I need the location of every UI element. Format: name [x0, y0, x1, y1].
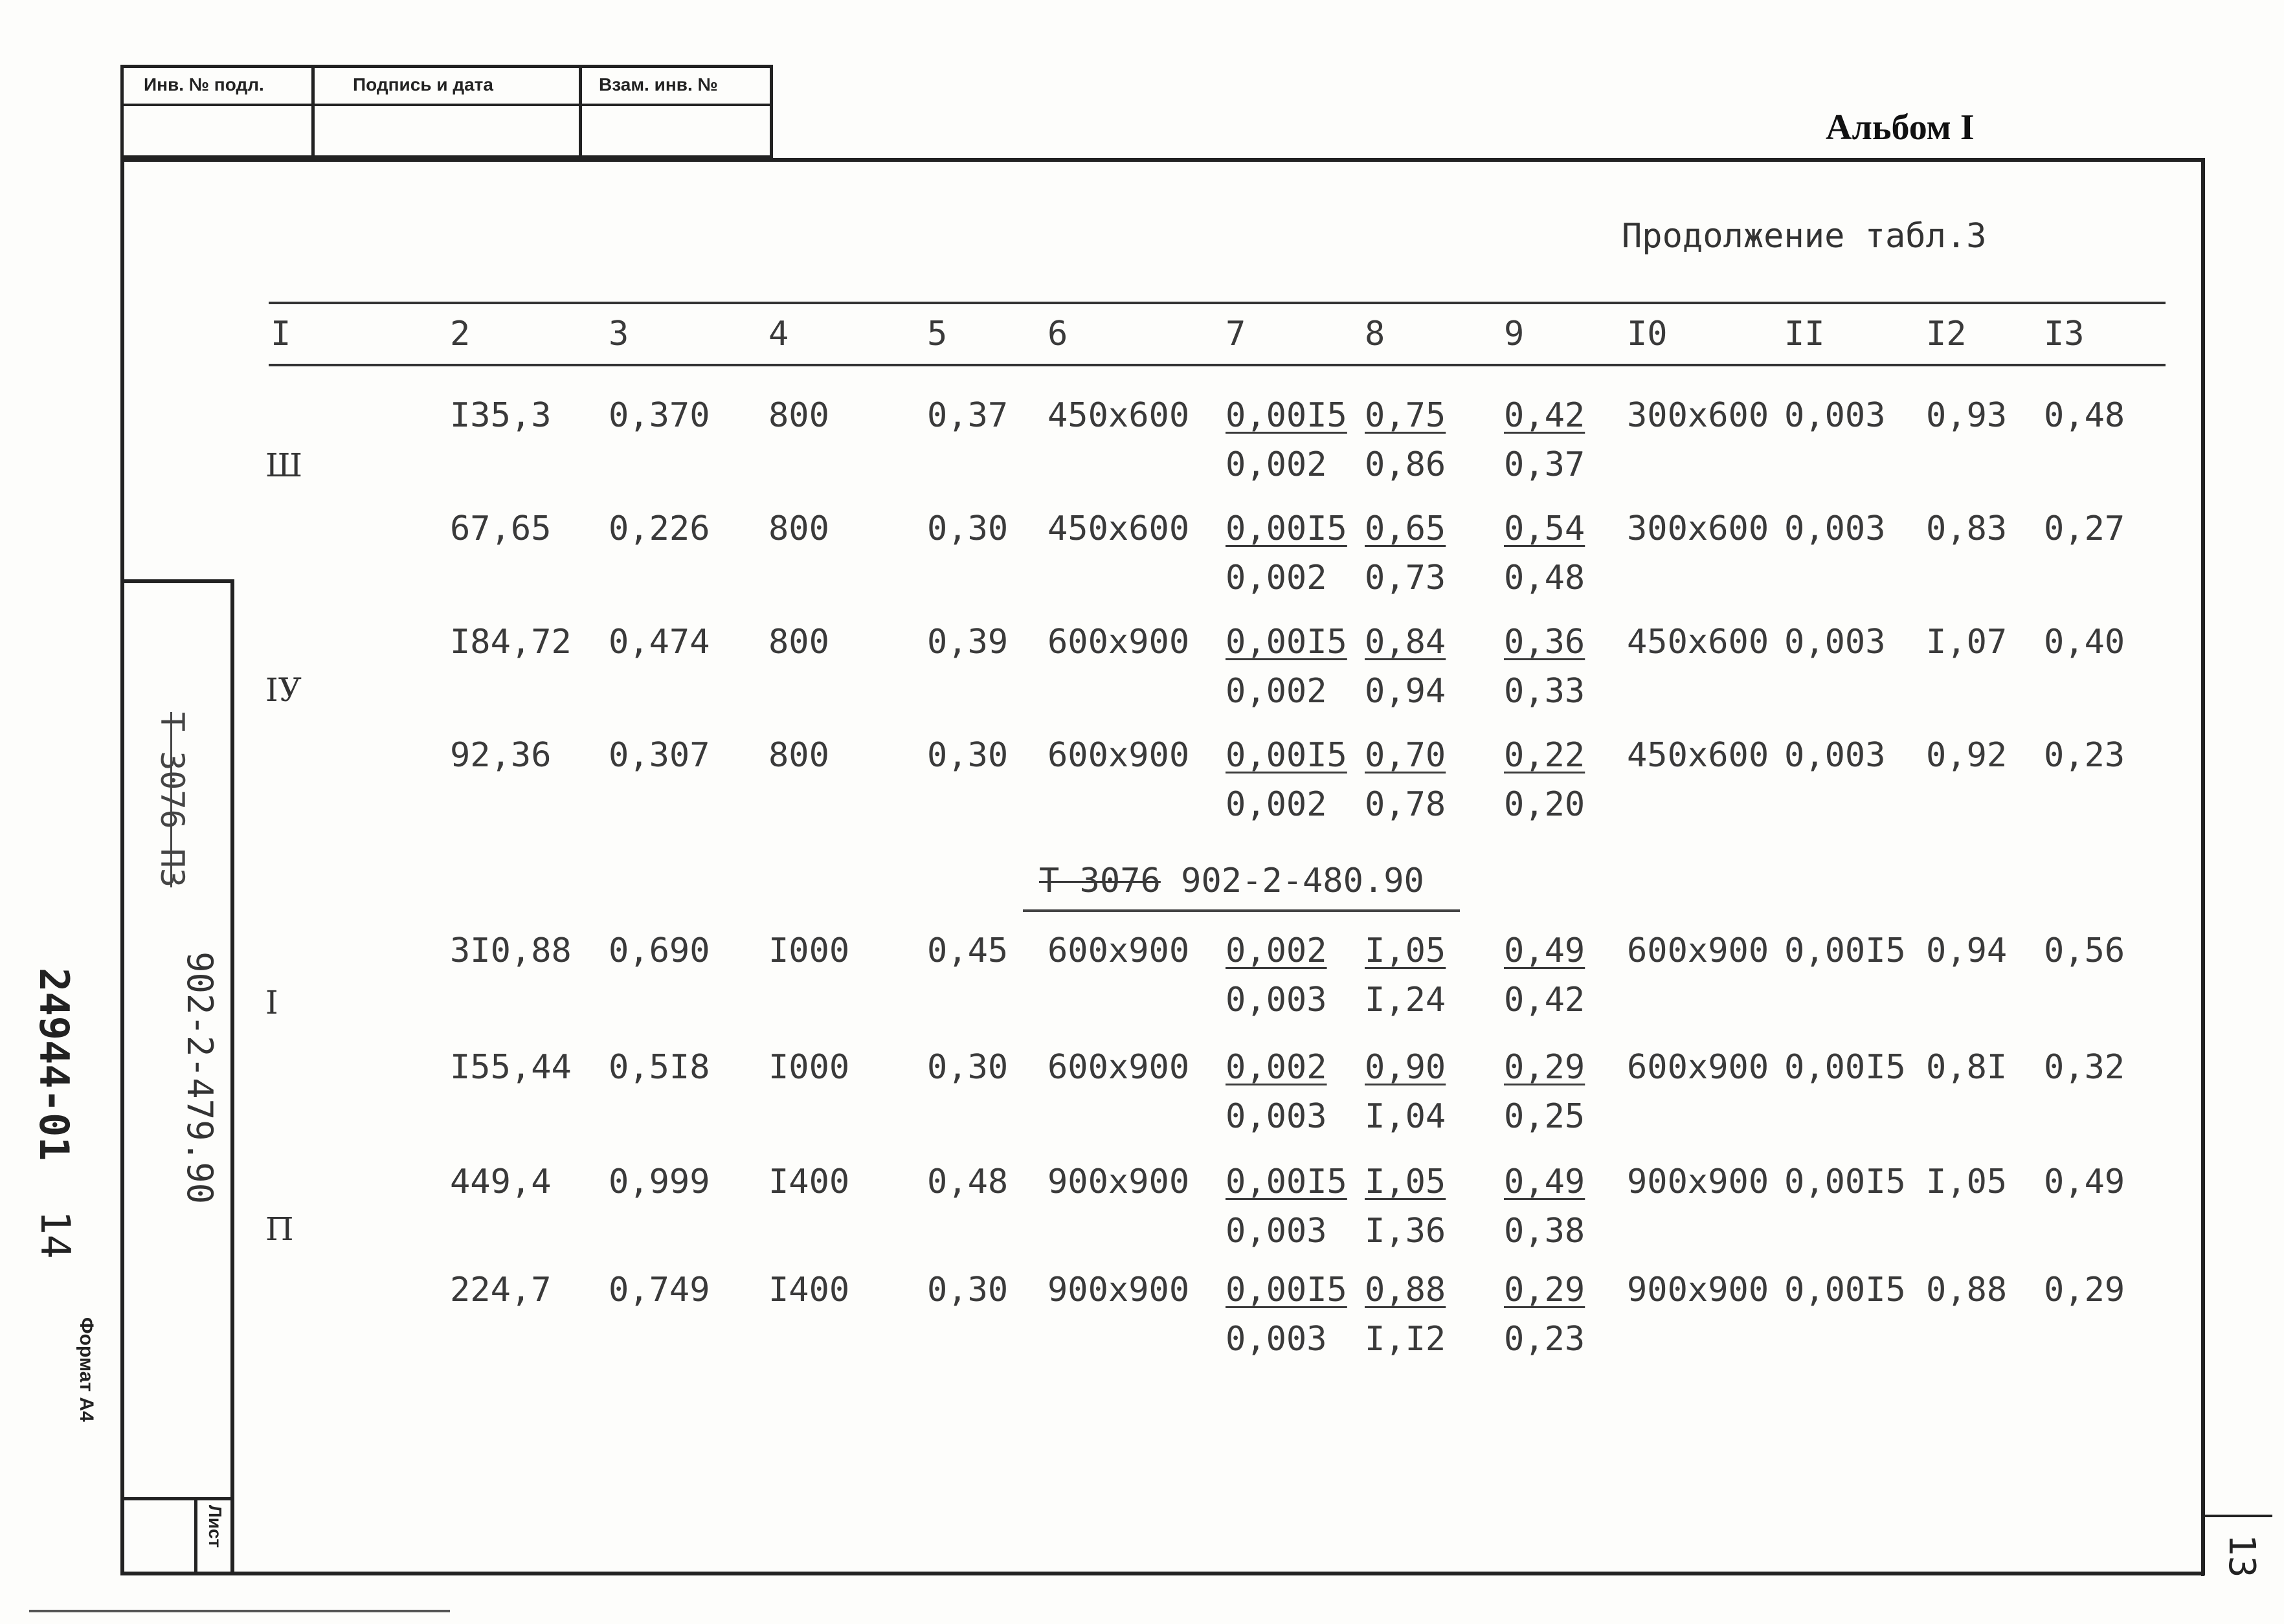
table-cell-lower: 0,002	[1226, 445, 1327, 484]
table-cell: 0,002	[1226, 1048, 1327, 1087]
header-cell: 8	[1365, 315, 1385, 353]
table-cell-lower: 0,38	[1504, 1212, 1585, 1251]
doc-code: 24944-01	[30, 968, 78, 1161]
table-cell: 900x900	[1627, 1162, 1769, 1201]
table-cell: 600x900	[1627, 931, 1769, 970]
table-cell: 0,30	[927, 1048, 1009, 1087]
table-cell-lower: 0,002	[1226, 672, 1327, 711]
table-cell: 0,32	[2044, 1048, 2125, 1087]
table-cell: 0,00I5	[1784, 1048, 1906, 1087]
table-cell: 0,999	[609, 1162, 710, 1201]
table-cell: 0,749	[609, 1271, 710, 1309]
table-cell: 450x600	[1627, 736, 1769, 775]
table-cell: 0,27	[2044, 509, 2125, 548]
table-cell-lower: I,04	[1365, 1097, 1446, 1136]
table-cell: 0,88	[1365, 1271, 1446, 1309]
group-label: IУ	[265, 671, 302, 709]
table-cell: 224,7	[450, 1271, 552, 1309]
table-cell: 67,65	[450, 509, 552, 548]
table-cell-lower: 0,23	[1504, 1320, 1585, 1359]
table-cell: 0,307	[609, 736, 710, 775]
table-cell: 0,00I5	[1226, 396, 1347, 435]
table-cell: 0,36	[1504, 623, 1585, 662]
table-cell: 0,8I	[1926, 1048, 2008, 1087]
stamp-inv-label: Инв. № подл.	[144, 74, 264, 95]
header-cell: 3	[609, 315, 629, 353]
header-cell: I0	[1627, 315, 1668, 353]
table-cell: 0,48	[2044, 396, 2125, 435]
table-cell-lower: 0,78	[1365, 785, 1446, 824]
header-cell: 6	[1047, 315, 1068, 353]
stamp-sign-label: Подпись и дата	[353, 74, 493, 95]
table-cell: 450x600	[1047, 396, 1190, 435]
header-cell: 4	[768, 315, 789, 353]
table-cell: I400	[768, 1162, 850, 1201]
table-cell: 0,29	[2044, 1271, 2125, 1309]
table-cell: 450x600	[1627, 623, 1769, 662]
table-cell: 600x900	[1047, 931, 1190, 970]
table-cell-lower: 0,86	[1365, 445, 1446, 484]
table-cell: 0,002	[1226, 931, 1327, 970]
table-cell: 0,00I5	[1784, 1271, 1906, 1309]
table-cell-lower: 0,94	[1365, 672, 1446, 711]
table-cell: 449,4	[450, 1162, 552, 1201]
section-title: Т 3076 902-2-480.90	[1039, 862, 1424, 900]
table-cell: 0,48	[927, 1162, 1009, 1201]
stamp-vzam-label: Взам. инв. №	[599, 74, 718, 95]
table-cell: 800	[768, 396, 829, 435]
album-title: Альбом I	[1826, 107, 1975, 148]
table-cell: 300x600	[1627, 509, 1769, 548]
table-cell: 0,49	[1504, 931, 1585, 970]
table-cell: 800	[768, 736, 829, 775]
table-cell: 300x600	[1627, 396, 1769, 435]
header-cell: 5	[927, 315, 948, 353]
table-cell: 0,00I5	[1226, 736, 1347, 775]
table-cell: 92,36	[450, 736, 552, 775]
side-struck: Т 3076 ПЗ	[153, 712, 191, 887]
header-cell: 7	[1226, 315, 1246, 353]
table-top-rule	[269, 302, 2166, 304]
table-cell: 0,93	[1926, 396, 2008, 435]
table-cell: 0,45	[927, 931, 1009, 970]
table-cell: 0,226	[609, 509, 710, 548]
list-label: Лист	[205, 1505, 225, 1548]
table-cell-lower: 0,33	[1504, 672, 1585, 711]
table-cell: 0,00I5	[1226, 509, 1347, 548]
table-cell-lower: 0,003	[1226, 1320, 1327, 1359]
table-cell: 0,003	[1784, 623, 1886, 662]
table-cell: 0,474	[609, 623, 710, 662]
table-cell: 900x900	[1047, 1271, 1190, 1309]
header-cell: I3	[2044, 315, 2085, 353]
table-cell-lower: 0,25	[1504, 1097, 1585, 1136]
table-cell: 0,49	[1504, 1162, 1585, 1201]
table-cell-lower: 0,002	[1226, 559, 1327, 597]
table-cell: 0,29	[1504, 1271, 1585, 1309]
table-cell: 0,37	[927, 396, 1009, 435]
table-cell: 0,92	[1926, 736, 2008, 775]
table-cell: 0,75	[1365, 396, 1446, 435]
table-cell-lower: 0,48	[1504, 559, 1585, 597]
table-cell-lower: 0,37	[1504, 445, 1585, 484]
table-cell: 0,49	[2044, 1162, 2125, 1201]
table-cell: I,05	[1365, 931, 1446, 970]
table-cell-lower: 0,003	[1226, 981, 1327, 1019]
table-cell: 0,29	[1504, 1048, 1585, 1087]
table-cell: 900x900	[1047, 1162, 1190, 1201]
header-cell: 2	[450, 315, 471, 353]
group-label: Ш	[265, 447, 303, 484]
group-label: I	[265, 984, 278, 1021]
table-cell: 0,00I5	[1226, 623, 1347, 662]
table-cell: 0,30	[927, 509, 1009, 548]
page-number: 13	[2221, 1534, 2263, 1578]
table-cell: 0,39	[927, 623, 1009, 662]
table-cell: 800	[768, 509, 829, 548]
table-cell: 0,00I5	[1226, 1162, 1347, 1201]
table-cell: 0,70	[1365, 736, 1446, 775]
table-cell: 0,42	[1504, 396, 1585, 435]
table-cell: I55,44	[450, 1048, 572, 1087]
table-cell: I400	[768, 1271, 850, 1309]
group-label: П	[265, 1210, 294, 1248]
table-cell: 0,370	[609, 396, 710, 435]
table-cell: 0,40	[2044, 623, 2125, 662]
table-cell: 0,003	[1784, 509, 1886, 548]
format-label: Формат А4	[76, 1317, 97, 1422]
table-cell: 0,83	[1926, 509, 2008, 548]
table-cell-lower: 0,003	[1226, 1212, 1327, 1251]
table-cell: 3I0,88	[450, 931, 572, 970]
continuation-label: Продолжение табл.3	[1622, 217, 1987, 256]
table-cell: I,05	[1926, 1162, 2008, 1201]
table-cell: 600x900	[1047, 1048, 1190, 1087]
table-header-rule	[269, 364, 2166, 366]
table-cell: 0,23	[2044, 736, 2125, 775]
table-cell: 0,00I5	[1784, 1162, 1906, 1201]
table-cell: 0,5I8	[609, 1048, 710, 1087]
table-cell: 0,56	[2044, 931, 2125, 970]
table-cell: 0,94	[1926, 931, 2008, 970]
table-cell: I84,72	[450, 623, 572, 662]
header-cell: II	[1784, 315, 1825, 353]
table-cell: I,07	[1926, 623, 2008, 662]
table-cell: 800	[768, 623, 829, 662]
table-cell-lower: I,I2	[1365, 1320, 1446, 1359]
table-cell: 0,90	[1365, 1048, 1446, 1087]
table-cell: 0,003	[1784, 396, 1886, 435]
header-cell: I2	[1926, 315, 1967, 353]
table-cell: I000	[768, 931, 850, 970]
table-cell: 0,30	[927, 1271, 1009, 1309]
table-cell: 0,65	[1365, 509, 1446, 548]
table-cell-lower: 0,003	[1226, 1097, 1327, 1136]
table-cell-lower: 0,42	[1504, 981, 1585, 1019]
table-cell-lower: I,24	[1365, 981, 1446, 1019]
table-cell: 0,22	[1504, 736, 1585, 775]
table-cell-lower: 0,20	[1504, 785, 1585, 824]
table-cell: 450x600	[1047, 509, 1190, 548]
table-cell: 600x900	[1627, 1048, 1769, 1087]
table-cell: 0,30	[927, 736, 1009, 775]
table-cell-lower: I,36	[1365, 1212, 1446, 1251]
table-cell: 0,690	[609, 931, 710, 970]
table-cell: 0,88	[1926, 1271, 2008, 1309]
table-cell: I000	[768, 1048, 850, 1087]
header-cell: I	[271, 315, 291, 353]
table-cell: 0,00I5	[1226, 1271, 1347, 1309]
table-cell: 900x900	[1627, 1271, 1769, 1309]
table-cell: I35,3	[450, 396, 552, 435]
table-cell: 0,003	[1784, 736, 1886, 775]
header-cell: 9	[1504, 315, 1525, 353]
table-cell-lower: 0,002	[1226, 785, 1327, 824]
table-cell: 0,54	[1504, 509, 1585, 548]
table-cell: I,05	[1365, 1162, 1446, 1201]
table-cell: 600x900	[1047, 736, 1190, 775]
table-cell-lower: 0,73	[1365, 559, 1446, 597]
sheet-number: 14	[32, 1210, 79, 1259]
side-project: 902-2-479.90	[179, 951, 220, 1205]
table-cell: 0,00I5	[1784, 931, 1906, 970]
table-cell: 600x900	[1047, 623, 1190, 662]
table-cell: 0,84	[1365, 623, 1446, 662]
